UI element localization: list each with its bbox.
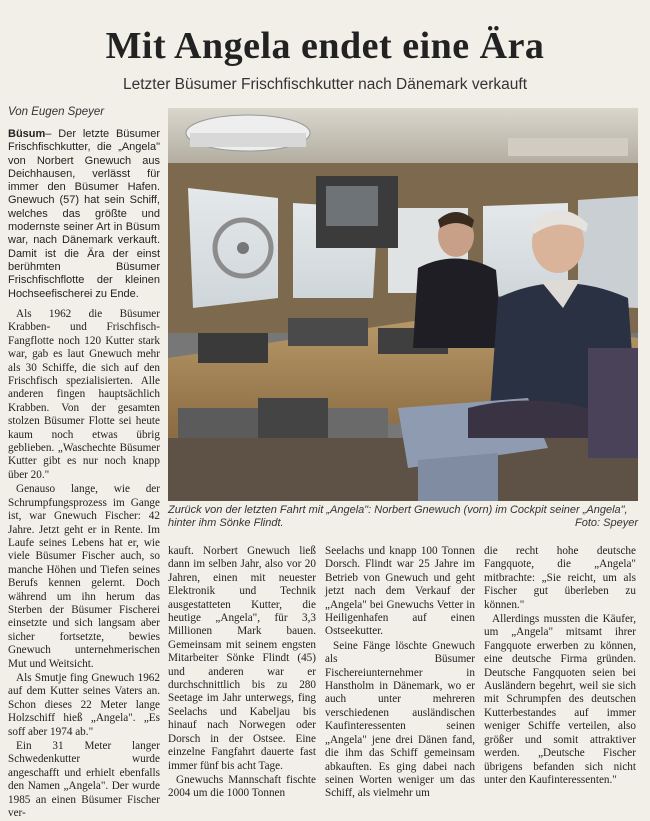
col1-paragraph-2: Genauso lange, wie der Schrumpfungsprozess im Gange ist, war Gnewuch Fischer: 42 Jahre. Jetzt geht er in Rente. Im Laufe seines Lebens hat er, wie viele Büsumer Fischer auch, so manche Höhen und Tiefen seines Berufs kennen gelernt. Doch während um ihn herum das Sterben der Büsumer Fischerei einsetzte und sich langsam aber sicher fortsetzte, bewies Gnewuch unternehmerischen Mut und Weitsicht. bbox=[8, 483, 160, 670]
headline: Mit Angela endet eine Ära bbox=[105, 25, 545, 67]
col1-paragraph-1: Als 1962 die Büsumer Krabben- und Frischfisch-Fangflotte noch 120 Kutter stark war, gab es laut Gnewuch mehr als 30 Schiffe, die sich auf den Frischfisch spezialisierten. Alle anderen fingen hauptsächlich Krabben. Von der gesamten stolzen Büsumer Flotte sei heute kaum noch etwas übrig geblieben. „Waschechte Büsumer Kutter gibt es nur noch knapp über 20." bbox=[8, 308, 160, 481]
col3-paragraph-1: Seelachs und knapp 100 Tonnen Dorsch. Flindt war 25 Jahre im Betrieb von Gnewuch und geht jetzt nach dem Verkauf der „Angela" bei Gnewuchs Vetter in Heiligenhafen auf einen Ostseekutter. bbox=[325, 545, 475, 638]
lead-paragraph bbox=[8, 128, 160, 302]
photo-credit: Foto: Speyer bbox=[575, 517, 638, 529]
column-1 bbox=[8, 308, 160, 821]
photo-caption bbox=[168, 504, 638, 530]
lead-dateline: Büsum bbox=[8, 128, 46, 140]
col1-paragraph-4: Ein 31 Meter langer Schwedenkutter wurde angeschafft und erhielt ebenfalls den Namen „Angela". Der wurde 1985 an einen Büsumer Fischer ver- bbox=[8, 740, 160, 820]
col4-paragraph-1: die recht hohe deutsche Fangquote, die „Angela" mitbrachte: „Sie reicht, um als Fischer gut überleben zu können." bbox=[484, 545, 636, 611]
column-3 bbox=[325, 545, 475, 802]
col2-paragraph-1: kauft. Norbert Gnewuch ließ dann im selben Jahr, also vor 20 Jahren, einen mit neuester Elektronik und Technik ausgestatteten Kutter, die heutige „Angela", für 3,3 Millionen Mark bauen. Gemeinsam mit seinem engsten Mitarbeiter Sönke Flindt (45) und anderen war er durchschnittlich bis zu 280 Seetage im Jahr unterwegs, fing Seelachs und Kabeljau bis hinauf nach Norwegen oder Dorsch in der Ostsee. Eine einzelne Fangfahrt dauerte fast immer fünf bis acht Tage. bbox=[168, 545, 316, 772]
lead-text: – Der letzte Büsumer Frischfischkutter, die „Angela" von Norbert Gnewuch aus Deichhausen, verlässt für immer den Büsumer Hafen. Gnewuch (57) hat sein Schiff, welches das größte und modernste seiner Art in Büsum war, nach Dänemark verkauft. Damit ist die Ära der einst berühmten Büsumer Frischfischflotte der kleinen Hochseefischerei zu Ende. bbox=[8, 128, 160, 300]
col1-paragraph-3: Als Smutje fing Gnewuch 1962 auf dem Kutter seines Vaters an. Schon dieses 22 Meter lange Holzschiff hieß „Angela". „Es soff aber 1974 ab." bbox=[8, 671, 160, 738]
byline: Von Eugen Speyer bbox=[8, 106, 105, 118]
photo-caption-text: Zurück von der letzten Fahrt mit „Angela": Norbert Gnewuch (vorn) im Cockpit seiner „Angela", hinter ihm Sönke Flindt. bbox=[168, 504, 628, 529]
col3-paragraph-2: Seine Fänge löschte Gnewuch als Büsumer Fischereiunternehmer in Hanstholm in Dänemark, wo er auch unter mehreren verschiedenen ausländischen Kaufinteressenten seinen „Angela" jene drei Dänen fand, die ihm das Schiff gemeinsam abkauften. Es ging dabei nach seinen Worten weniger um das Schiff, als vielmehr um bbox=[325, 639, 475, 800]
col4-paragraph-2: Allerdings mussten die Käufer, um „Angela" mitsamt ihrer Fangquote erwerben zu können, eine deutsche Firma gründen. Deutsche Fangquoten seien bei Ausländern begehrt, weil sie sich mit Schrumpfen des deutschen Kutterbestandes auf immer weniger Schiffe verteilen, also größer und somit attraktiver werden. „Deutsche Fischer übrigens befanden sich nicht unter den Kaufinteressenten." bbox=[484, 613, 636, 786]
column-4 bbox=[484, 545, 636, 788]
column-2 bbox=[168, 545, 316, 802]
cockpit-photo bbox=[168, 108, 638, 501]
subheadline: Letzter Büsumer Frischfischkutter nach Dänemark verkauft bbox=[122, 76, 527, 93]
cockpit-photo-illustration bbox=[168, 108, 638, 501]
col2-paragraph-2: Gnewuchs Mannschaft fischte 2004 um die 1000 Tonnen bbox=[168, 773, 316, 800]
